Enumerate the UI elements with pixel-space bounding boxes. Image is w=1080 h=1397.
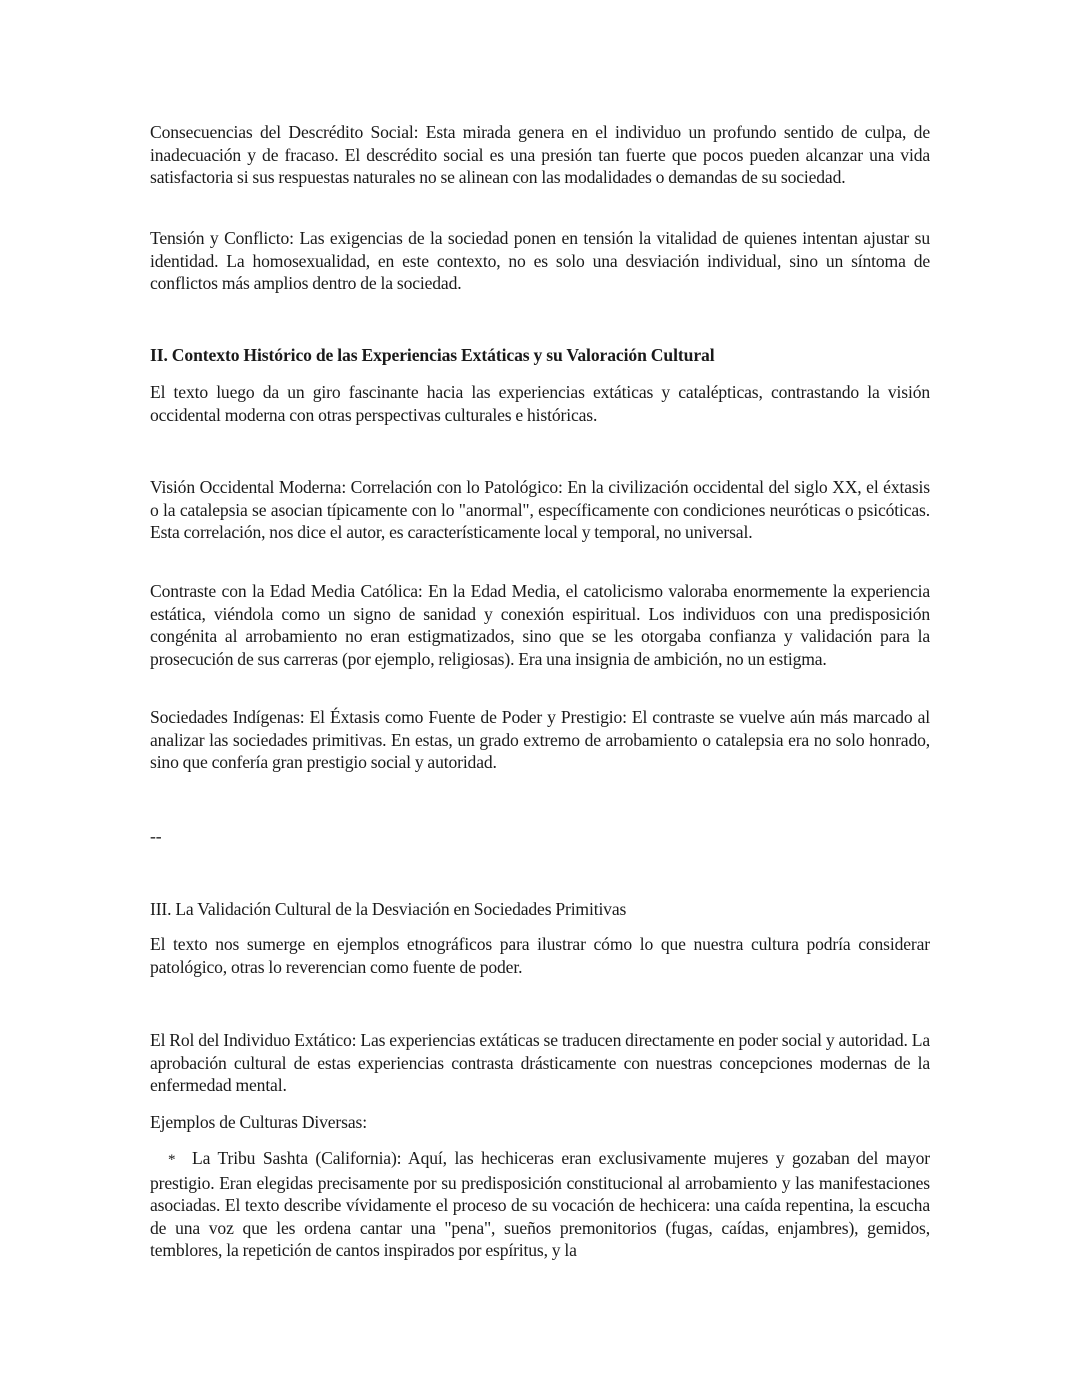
paragraph-social-discredit: Consecuencias del Descrédito Social: Esta mirada genera en el individuo un profundo sentido de culpa, de inadecuación y de fracaso. El descrédito social es una presión tan fuerte que pocos pueden alcanzar una vida satisfactoria si sus respuestas naturales no se alinean con las modalidades o demandas de su sociedad. <box>150 122 930 188</box>
paragraph-ecstatic-role: El Rol del Individuo Extático: Las experiencias extáticas se traducen directamente en poder social y autoridad. La aprobación cultural de estas experiencias contrasta drásticamente con nuestras concepciones modernas de la enfermedad mental. <box>150 1030 930 1096</box>
paragraph-examples-label: Ejemplos de Culturas Diversas: <box>150 1112 367 1132</box>
separator-dashes: -- <box>150 826 162 846</box>
paragraph-western-view: Visión Occidental Moderna: Correlación con lo Patológico: En la civilización occidental del siglo XX, el éxtasis o la catalepsia se asocian típicamente con lo "anormal", específicamente con condiciones neuróticas o psicóticas. Esta correlación, nos dice el autor, es característicamente local y temporal, no universal. <box>150 477 930 543</box>
paragraph-intro-ecstatic: El texto luego da un giro fascinante hacia las experiencias extáticas y catalépticas, contrastando la visión occidental moderna con otras perspectivas culturales e históricas. <box>150 382 930 425</box>
paragraph-middle-ages: Contraste con la Edad Media Católica: En la Edad Media, el catolicismo valoraba enormemente la experiencia estática, viéndola como un signo de sanidad y conexión espiritual. Los individuos con una predisposición congénita al arrobamiento no eran estigmatizados, sino que se les otorgaba confianza y validación para la prosecución de sus carreras (por ejemplo, religiosas). Era una insignia de ambición, no un estigma. <box>150 581 930 669</box>
paragraph-tension-conflict: Tensión y Conflicto: Las exigencias de la sociedad ponen en tensión la vitalidad de quienes intentan ajustar su identidad. La homosexualidad, en este contexto, no es solo una desviación individual, sino un síntoma de conflictos más amplios dentro de la sociedad. <box>150 228 930 294</box>
list-item-text: La Tribu Sashta (California): Aquí, las hechiceras eran exclusivamente mujeres y gozaban del mayor prestigio. Eran elegidas precisamente por su predisposición constitucional al arrobamiento y las manifestaciones asociadas. El texto describe vívidamente el proceso de su vocación de hechicera: una caída repentina, la escucha de una voz que les ordena cantar una "pena", sueños premonitorios (fugas, caídas, enjambres), gemidos, temblores, la repetición de cantos inspirados por espíritus, y la <box>150 1148 930 1261</box>
section-heading-ii: II. Contexto Histórico de las Experiencias Extáticas y su Valoración Cultural <box>150 345 715 365</box>
list-item-sashta-tribe <box>150 1147 930 1262</box>
section-heading-iii: III. La Validación Cultural de la Desviación en Sociedades Primitivas <box>150 899 627 919</box>
paragraph-ethnographic-intro: El texto nos sumerge en ejemplos etnográficos para ilustrar cómo lo que nuestra cultura podría considerar patológico, otras lo reverencian como fuente de poder. <box>150 934 930 977</box>
paragraph-indigenous-societies: Sociedades Indígenas: El Éxtasis como Fuente de Poder y Prestigio: El contraste se vuelve aún más marcado al analizar las sociedades primitivas. En estas, un grado extremo de arrobamiento o catalepsia era no solo honrado, sino que confería gran prestigio social y autoridad. <box>150 707 930 773</box>
bullet-asterisk: * <box>168 1152 176 1168</box>
